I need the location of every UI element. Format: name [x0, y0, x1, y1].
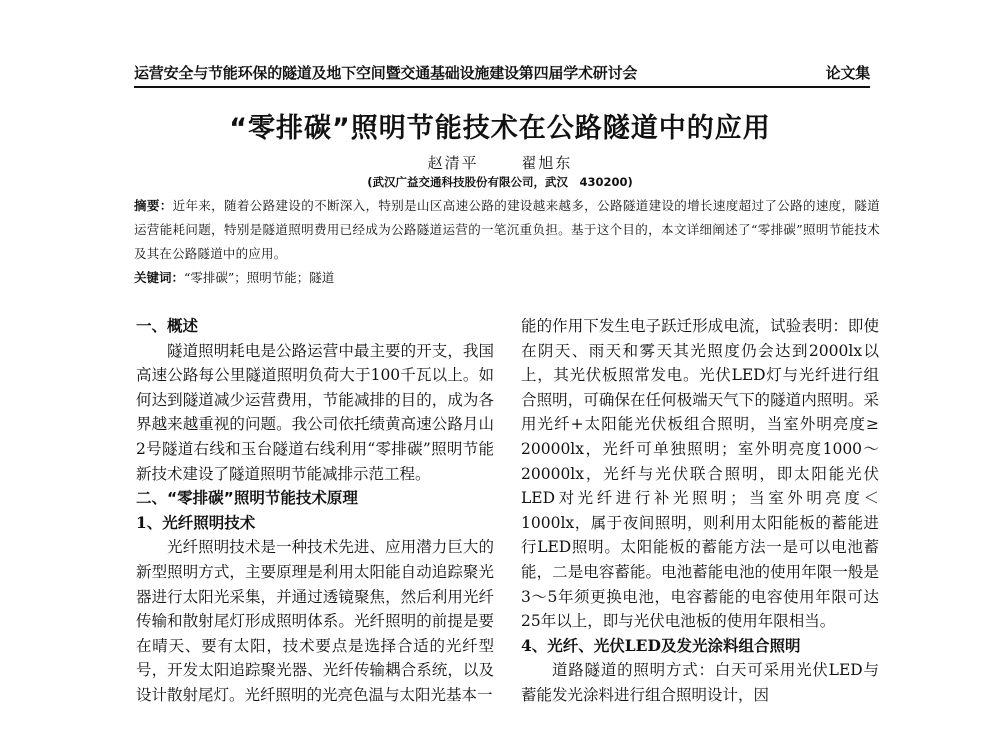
conference-name: 运营安全与节能环保的隧道及地下空间暨交通基础设施建设第四届学术研讨会	[134, 64, 638, 82]
running-header	[134, 62, 870, 88]
paper-title: “零排碳”照明节能技术在公路隧道中的应用	[229, 113, 771, 144]
paragraph-overview: 隧道照明耗电是公路运营中最主要的开支，我国高速公路每公里隧道照明负荷大于100千瓦以上。如何达到隧道减少运营费用，节能减排的目的，成为各界越来越重视的问题。我公司依托绩黄高速公路月山2号隧道右线和玉台隧道右线利用“零排碳”照明节能新技术建设了隧道照明节能减排示范工程。	[136, 341, 494, 483]
left-column	[136, 314, 494, 708]
paragraph-photovoltaic: 能的作用下发生电子跃迁形成电流，试验表明：即使在阴天、雨天和雾天其光照度仍会达到2000lx以上，其光伏板照常发电。光伏LED灯与光纤进行组合照明，可确保在任何极端天气下的隧道内照明。采用光纤+太阳能光伏板组合照明，当室外明亮度≥ 20000lx，光纤可单独照明；室外明亮度1000～20000lx，光纤与光伏联合照明，即太阳能光伏LED对光纤进行补光照明；当室外明亮度＜ 1000lx，属于夜间照明，则利用太阳能板的蓄能进行LED照明。太阳能板的蓄能方法一是可以电池蓄能，二是电容蓄能。电池蓄能电池的使用年限一般是3～5年须更换电池，电容蓄能的电容使用年限可达25年以上，即与光伏电池板的使用年限相当。	[521, 317, 879, 631]
paragraph-fiber: 光纤照明技术是一种技术先进、应用潜力巨大的新型照明方式，主要原理是利用太阳能自动追踪聚光器进行太阳光采集，并通过透镜聚焦，然后利用光纤传输和散射尾灯形成照明体系。光纤照明的前提是要在晴天、要有太阳，技术要点是选择合适的光纤型号，开发太阳追踪聚光器、光纤传输耦合系统，以及设计散射尾灯。光纤照明的光亮色温与太阳光基本一	[136, 538, 494, 704]
subsection-heading-combined: 4、光纤、光伏LED及发光涂料组合照明	[521, 635, 801, 655]
abstract-label: 摘要：	[134, 198, 173, 213]
affiliation: (武汉广益交通科技股份有限公司，武汉 430200)	[367, 175, 633, 189]
subsection-heading-fiber: 1、光纤照明技术	[136, 512, 256, 532]
author-2: 翟旭东	[521, 154, 573, 172]
keywords-text: “零排碳”；照明节能；隧道	[184, 270, 335, 285]
keywords-label: 关键词：	[134, 270, 185, 285]
right-column	[521, 314, 879, 708]
authors	[0, 152, 1000, 173]
abstract-text: 近年来，随着公路建设的不断深入，特别是山区高速公路的建设越来越多，公路隧道建设的增长速度超过了公路的速度，隧道运营能耗问题，特别是隧道照明费用已经成为公路隧道运营的一笔沉重负担。基于这个目的，本文详细阐述了“零排碳”照明节能技术及其在公路隧道中的应用。	[134, 198, 880, 261]
keywords	[134, 266, 880, 290]
paragraph-combined: 道路隧道的照明方式：白天可采用光伏LED与蓄能发光涂料进行组合照明设计，因	[521, 661, 879, 704]
proceedings-label: 论文集	[825, 64, 870, 82]
author-1: 赵清平	[427, 154, 479, 172]
abstract	[134, 194, 880, 266]
section-heading-overview: 一、概述	[136, 317, 199, 335]
section-heading-principle: 二、“零排碳”照明节能技术原理	[136, 489, 358, 508]
